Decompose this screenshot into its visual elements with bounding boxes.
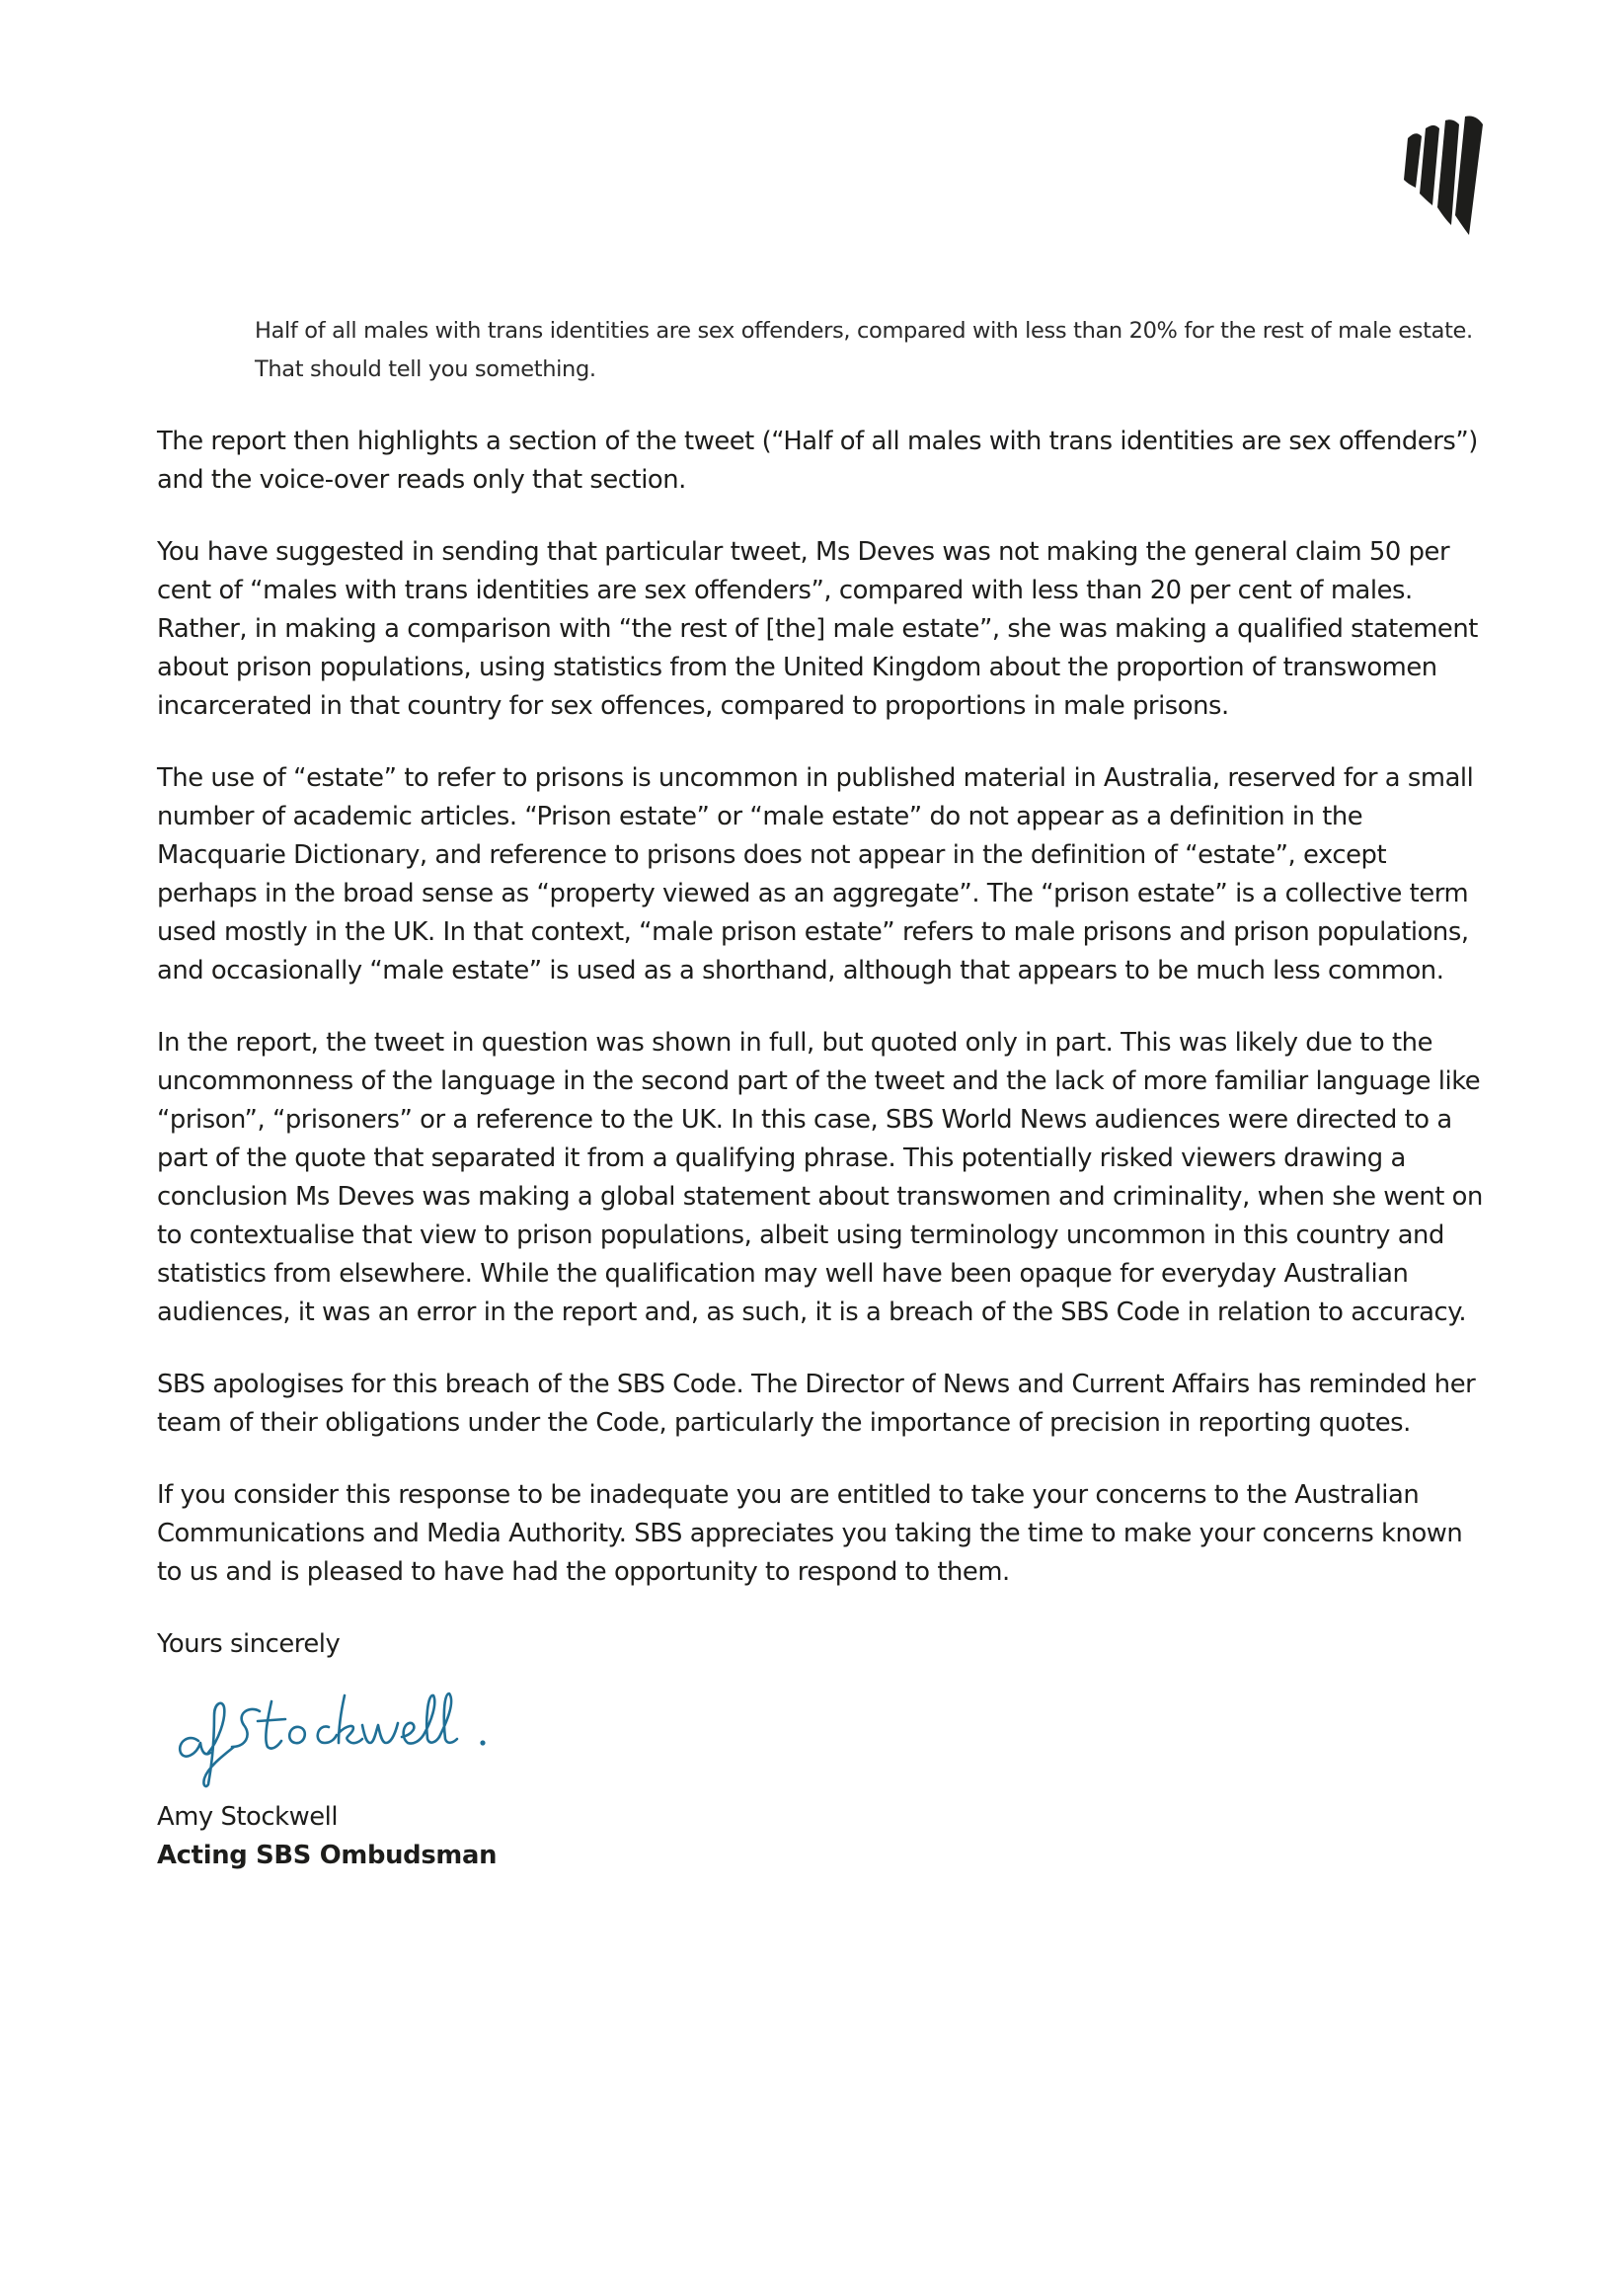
tweet-quote: Half of all males with trans identities are sex offenders, compared with less than 20% for the rest of male estate. That should tell you something. xyxy=(255,318,1473,382)
handwritten-signature xyxy=(169,1682,504,1790)
closing-salutation: Yours sincerely xyxy=(157,1629,341,1659)
signatory-name: Amy Stockwell xyxy=(157,1802,339,1832)
paragraph: You have suggested in sending that particular tweet, Ms Deves was not making the general claim 50 per cent of “males with trans identities are sex offenders”, compared with less than 20 per cent of males. Rather, in making a comparison with “the rest of [the] male estate”, she was making a qualified statement about prison populations, using statistics from the United Kingdom about the proportion of transwomen incarcerated in that country for sex offences, compared to proportions in male prisons. xyxy=(157,537,1478,721)
signatory-title: Acting SBS Ombudsman xyxy=(157,1841,498,1870)
paragraph: The report then highlights a section of the tweet (“Half of all males with trans identities are sex offenders”) and the voice-over reads only that section. xyxy=(157,427,1478,495)
sbs-logo-icon xyxy=(1400,115,1499,237)
paragraph: In the report, the tweet in question was shown in full, but quoted only in part. This was likely due to the uncommonness of the language in the second part of the tweet and the lack of more familiar language like “prison”, “prisoners” or a reference to the UK. In this case, SBS World News audiences were directed to a part of the quote that separated it from a qualifying phrase. This potentially risked viewers drawing a conclusion Ms Deves was making a global statement about transwomen and criminality, when she went on to contextualise that view to prison populations, albeit using terminology uncommon in this country and statistics from elsewhere. While the qualification may well have been opaque for everyday Australian audiences, it was an error in the report and, as such, it is a breach of the SBS Code in relation to accuracy. xyxy=(157,1028,1483,1327)
paragraph: SBS apologises for this breach of the SBS Code. The Director of News and Current Affairs has reminded her team of their obligations under the Code, particularly the importance of precision in reporting quotes. xyxy=(157,1370,1476,1438)
paragraph: If you consider this response to be inadequate you are entitled to take your concerns to the Australian Communications and Media Authority. SBS appreciates you taking the time to make your concerns known to us and is pleased to have had the opportunity to respond to them. xyxy=(157,1480,1463,1587)
letter-body xyxy=(157,423,1490,1875)
paragraph: The use of “estate” to refer to prisons is uncommon in published material in Australia, reserved for a small number of academic articles. “Prison estate” or “male estate” do not appear as a definition in the Macquarie Dictionary, and reference to prisons does not appear in the definition of “estate”, except perhaps in the broad sense as “property viewed as an aggregate”. The “prison estate” is a collective term used mostly in the UK. In that context, “male prison estate” refers to male prisons and prison populations, and occasionally “male estate” is used as a shorthand, although that appears to be much less common. xyxy=(157,763,1474,985)
